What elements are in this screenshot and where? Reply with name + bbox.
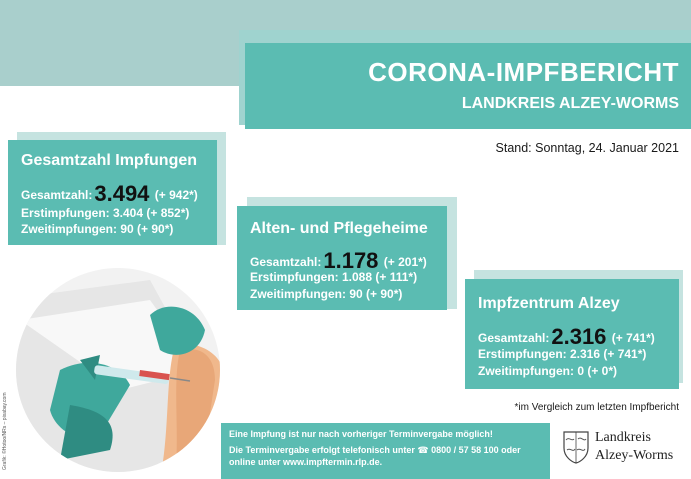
page-title: CORONA-IMPFBERICHT [368,57,679,87]
card-title: Impfzentrum Alzey [478,295,620,312]
total-label: Gesamtzahl: [250,255,322,269]
total-delta: (+ 201*) [383,255,427,269]
total-delta: (+ 942*) [154,188,198,202]
total-value: 3.494 [94,181,150,206]
card-first-doses: Erstimpfungen: 2.316 (+ 741*) [478,347,647,361]
card-second-doses: Zweitimpfungen: 90 (+ 90*) [21,222,174,236]
card-total [21,181,198,207]
total-value: 1.178 [323,248,379,273]
report-date: Stand: Sonntag, 24. Januar 2021 [495,141,679,155]
vaccination-illustration [0,260,225,479]
total-label: Gesamtzahl: [478,331,550,345]
total-delta: (+ 741*) [611,331,655,345]
coat-of-arms-icon [562,430,590,464]
title-box [245,43,691,129]
logo-line-1: Landkreis [595,430,651,445]
info-line-1: Eine Impfung ist nur nach vorheriger Terminvergabe möglich! [229,429,493,439]
card-first-doses: Erstimpfungen: 3.404 (+ 852*) [21,206,190,220]
logo-line-2: Alzey-Worms [595,448,674,463]
info-band [221,423,550,479]
total-value: 2.316 [551,324,607,349]
logo [550,423,691,479]
card-gesamtzahl [8,140,217,245]
card-second-doses: Zweitimpfungen: 0 (+ 0*) [478,364,618,378]
arm-shade [175,349,215,479]
card-title: Gesamtzahl Impfungen [21,152,198,169]
footnote: *im Vergleich zum letzten Impfbericht [514,402,679,413]
card-title: Alten- und Pflegeheime [250,220,428,237]
card-pflegeheime [237,206,447,310]
info-line-3: online unter www.impftermin.rlp.de. [229,457,383,467]
total-label: Gesamtzahl: [21,188,93,202]
card-impfzentrum [465,279,679,389]
image-credit: Grafik: ©Hotoo/NRs – pixabay.com [2,392,8,470]
card-second-doses: Zweitimpfungen: 90 (+ 90*) [250,287,403,301]
info-line-2: Die Terminvergabe erfolgt telefonisch unter ☎ 0800 / 57 58 100 oder [229,445,521,455]
card-first-doses: Erstimpfungen: 1.088 (+ 111*) [250,270,418,284]
page-subtitle: LANDKREIS ALZEY-WORMS [461,95,679,112]
